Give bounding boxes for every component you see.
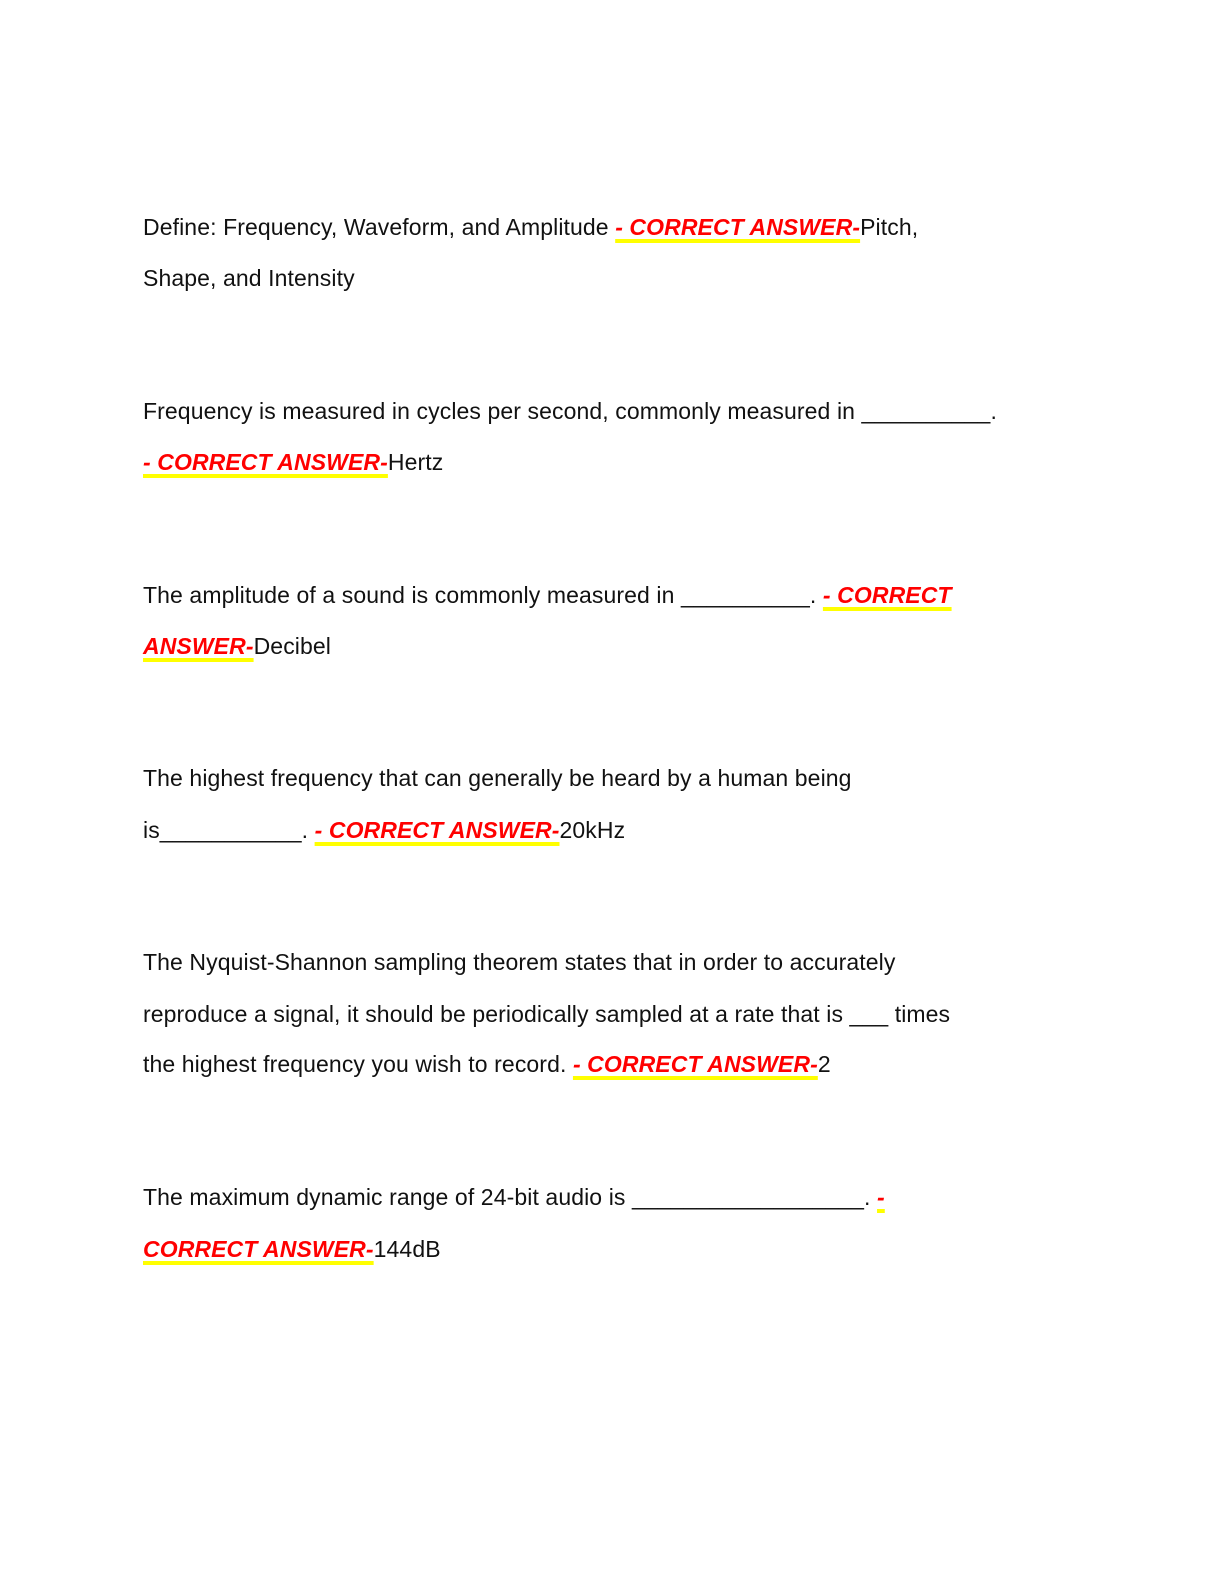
question-text: the highest frequency you wish to record. — [143, 1051, 573, 1077]
question-4-line-1 — [143, 758, 1103, 798]
question-text: reproduce a signal, it should be periodically sampled at a rate that is ___ times — [143, 1001, 951, 1027]
correct-answer-label: - CORRECT — [822, 582, 952, 608]
correct-answer-label: - CORRECT ANSWER- — [314, 817, 560, 843]
question-text: The maximum dynamic range of 24-bit audio is __________________. — [143, 1184, 878, 1210]
question-text: Define: Frequency, Waveform, and Amplitude — [143, 214, 616, 240]
correct-answer-label: - — [877, 1184, 885, 1210]
correct-answer-label: - CORRECT ANSWER- — [615, 214, 861, 240]
question-5-line-2 — [143, 994, 1103, 1034]
question-3-line-2 — [143, 626, 1103, 666]
question-text: The highest frequency that can generally be heard by a human being — [143, 765, 852, 791]
correct-answer-label: ANSWER- — [143, 633, 254, 659]
question-1-line-1 — [143, 207, 1103, 247]
question-4-line-2 — [143, 810, 1103, 850]
question-text: The Nyquist-Shannon sampling theorem states that in order to accurately — [143, 949, 896, 975]
question-text: Shape, and Intensity — [143, 265, 355, 291]
correct-answer-label: CORRECT ANSWER- — [143, 1236, 374, 1262]
question-2-line-1 — [143, 391, 1103, 431]
question-text: The amplitude of a sound is commonly measured in __________. — [143, 582, 823, 608]
question-text: is___________. — [143, 817, 315, 843]
answer-value: Decibel — [253, 633, 331, 659]
question-2-line-2 — [143, 442, 1103, 482]
answer-value: Hertz — [387, 449, 444, 475]
answer-value: 20kHz — [559, 817, 626, 843]
answer-value: Pitch, — [860, 214, 919, 240]
question-text: Frequency is measured in cycles per second, commonly measured in __________. — [143, 398, 997, 424]
answer-value: 2 — [817, 1051, 831, 1077]
answer-value: 144dB — [373, 1236, 441, 1262]
correct-answer-label: - CORRECT ANSWER- — [143, 449, 388, 475]
correct-answer-label: - CORRECT ANSWER- — [572, 1051, 818, 1077]
question-1-line-2 — [143, 258, 1103, 298]
question-6-line-2 — [143, 1229, 1103, 1269]
question-6-line-1 — [143, 1177, 1103, 1217]
question-5-line-3 — [143, 1044, 1103, 1084]
question-5-line-1 — [143, 942, 1103, 982]
question-3-line-1 — [143, 575, 1103, 615]
